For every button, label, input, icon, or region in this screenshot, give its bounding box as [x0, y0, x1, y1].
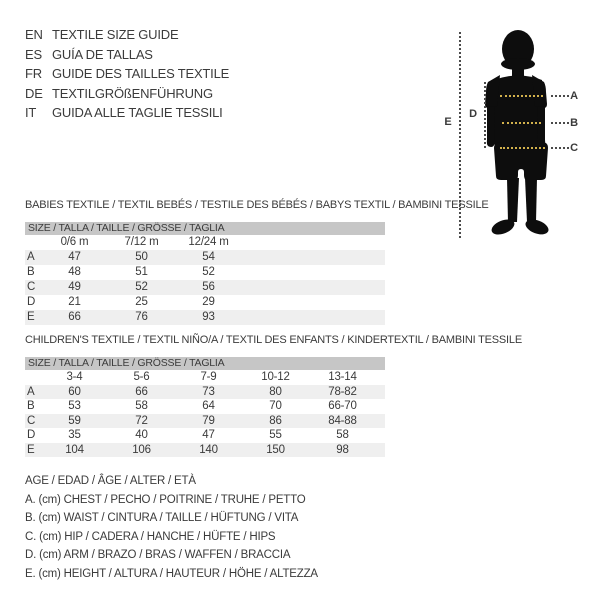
row-label: D — [27, 296, 36, 308]
language-label: TEXTILGRÖßENFÜHRUNG — [52, 85, 213, 101]
size-cell: 53 — [68, 400, 81, 413]
figure-label-c: C — [570, 142, 578, 154]
column-header: 13-14 — [328, 371, 357, 384]
size-cell: 72 — [135, 414, 148, 427]
size-cell: 66 — [68, 311, 81, 323]
size-cell: 76 — [135, 311, 148, 323]
column-header: 12/24 m — [188, 236, 229, 249]
language-list — [25, 25, 229, 123]
legend-line-hip: C. (cm) HIP / CADERA / HANCHE / HÜFTE / HIPS — [25, 530, 276, 543]
column-header: 0/6 m — [60, 236, 89, 249]
legend-line-age: AGE / EDAD / ÂGE / ALTER / ETÀ — [25, 475, 196, 487]
children-section-title: CHILDREN'S TEXTILE / TEXTIL NIÑO/A / TEXTIL DES ENFANTS / KINDERTEXTIL / BAMBINI TESSILE — [25, 334, 522, 346]
table-row — [25, 399, 385, 414]
children-rows — [25, 385, 385, 458]
size-cell: 84-88 — [328, 414, 357, 427]
size-cell: 150 — [266, 443, 285, 456]
size-cell: 51 — [135, 266, 148, 278]
language-code: IT — [25, 105, 37, 120]
language-label: GUÍA DE TALLAS — [52, 46, 153, 62]
size-cell: 54 — [202, 251, 215, 263]
size-cell: 140 — [199, 443, 218, 456]
table-row — [25, 280, 385, 295]
figure-label-d: D — [469, 108, 477, 120]
language-code: EN — [25, 27, 43, 42]
legend-line-height: E. (cm) HEIGHT / ALTURA / HAUTEUR / HÖHE / ALTEZZA — [25, 567, 318, 580]
size-cell: 104 — [65, 443, 84, 456]
language-row-en — [25, 25, 229, 45]
table-row — [25, 428, 385, 443]
row-label: E — [27, 311, 35, 323]
children-column-headers — [25, 370, 385, 385]
language-label: TEXTILE SIZE GUIDE — [52, 27, 179, 42]
size-cell: 93 — [202, 311, 215, 323]
size-cell: 48 — [68, 266, 81, 278]
size-cell: 66 — [135, 385, 148, 398]
size-cell: 64 — [202, 400, 215, 413]
table-row — [25, 443, 385, 458]
size-cell: 58 — [336, 429, 349, 442]
size-cell: 47 — [68, 251, 81, 263]
table-row — [25, 385, 385, 400]
size-cell: 56 — [202, 281, 215, 293]
size-cell: 29 — [202, 296, 215, 308]
arm-measure-line-d — [484, 82, 486, 148]
column-header: 3-4 — [66, 371, 83, 384]
size-cell: 47 — [202, 429, 215, 442]
legend-line-waist: B. (cm) WAIST / CINTURA / TAILLE / HÜFTUNG / VITA — [25, 512, 299, 525]
waist-measure-line-b — [502, 122, 541, 124]
figure-label-b: B — [570, 117, 578, 129]
row-label: B — [27, 266, 35, 278]
children-size-header-bar: SIZE / TALLA / TAILLE / GRÖSSE / TAGLIA — [25, 357, 385, 370]
babies-column-headers — [25, 235, 385, 250]
size-cell: 80 — [269, 385, 282, 398]
size-cell: 60 — [68, 385, 81, 398]
size-cell: 78-82 — [328, 385, 357, 398]
babies-section-title: BABIES TEXTILE / TEXTIL BEBÉS / TESTILE DES BÉBÉS / BABYS TEXTIL / BAMBINI TESSILE — [25, 199, 489, 211]
size-cell: 59 — [68, 414, 81, 427]
table-row — [25, 250, 385, 265]
column-header: 7-9 — [200, 371, 217, 384]
size-cell: 21 — [68, 296, 81, 308]
hip-measure-line-c — [500, 147, 545, 149]
size-cell: 52 — [202, 266, 215, 278]
size-cell: 49 — [68, 281, 81, 293]
size-cell: 66-70 — [328, 400, 357, 413]
size-cell: 106 — [132, 443, 151, 456]
language-code: DE — [25, 85, 43, 101]
language-row-es — [25, 45, 229, 65]
table-row — [25, 310, 385, 325]
language-row-fr — [25, 64, 229, 84]
size-cell: 58 — [135, 400, 148, 413]
column-header: 7/12 m — [124, 236, 159, 249]
babies-size-header-bar: SIZE / TALLA / TAILLE / GRÖSSE / TAGLIA — [25, 222, 385, 235]
row-label: B — [27, 400, 35, 413]
child-silhouette-icon — [478, 28, 554, 236]
language-code: FR — [25, 66, 42, 81]
row-label: A — [27, 385, 35, 398]
language-row-de — [25, 84, 229, 104]
row-label: D — [27, 429, 36, 442]
row-label: C — [27, 281, 36, 293]
figure-label-a: A — [570, 90, 578, 102]
table-row — [25, 295, 385, 310]
language-row-it — [25, 103, 229, 123]
language-label: GUIDE DES TAILLES TEXTILE — [52, 66, 230, 81]
table-row — [25, 265, 385, 280]
size-cell: 52 — [135, 281, 148, 293]
babies-rows — [25, 250, 385, 325]
children-size-table — [25, 357, 385, 457]
language-label: GUIDA ALLE TAGLIE TESSILI — [52, 105, 223, 120]
babies-size-table — [25, 222, 385, 325]
row-label: E — [27, 443, 35, 456]
size-cell: 98 — [336, 443, 349, 456]
column-header: 10-12 — [261, 371, 290, 384]
figure-label-e: E — [444, 116, 452, 128]
column-header: 5-6 — [133, 371, 150, 384]
size-cell: 79 — [202, 414, 215, 427]
size-cell: 35 — [68, 429, 81, 442]
legend-line-chest: A. (cm) CHEST / PECHO / POITRINE / TRUHE / PETTO — [25, 493, 306, 506]
row-label: C — [27, 414, 36, 427]
size-cell: 50 — [135, 251, 148, 263]
size-cell: 70 — [269, 400, 282, 413]
size-cell: 55 — [269, 429, 282, 442]
size-cell: 25 — [135, 296, 148, 308]
legend-line-arm: D. (cm) ARM / BRAZO / BRAS / WAFFEN / BRACCIA — [25, 549, 291, 562]
language-code: ES — [25, 46, 42, 62]
size-cell: 73 — [202, 385, 215, 398]
row-label: A — [27, 251, 35, 263]
size-cell: 40 — [135, 429, 148, 442]
measurement-legend — [25, 472, 318, 584]
size-cell: 86 — [269, 414, 282, 427]
chest-measure-line-a — [500, 95, 543, 97]
table-row — [25, 414, 385, 429]
